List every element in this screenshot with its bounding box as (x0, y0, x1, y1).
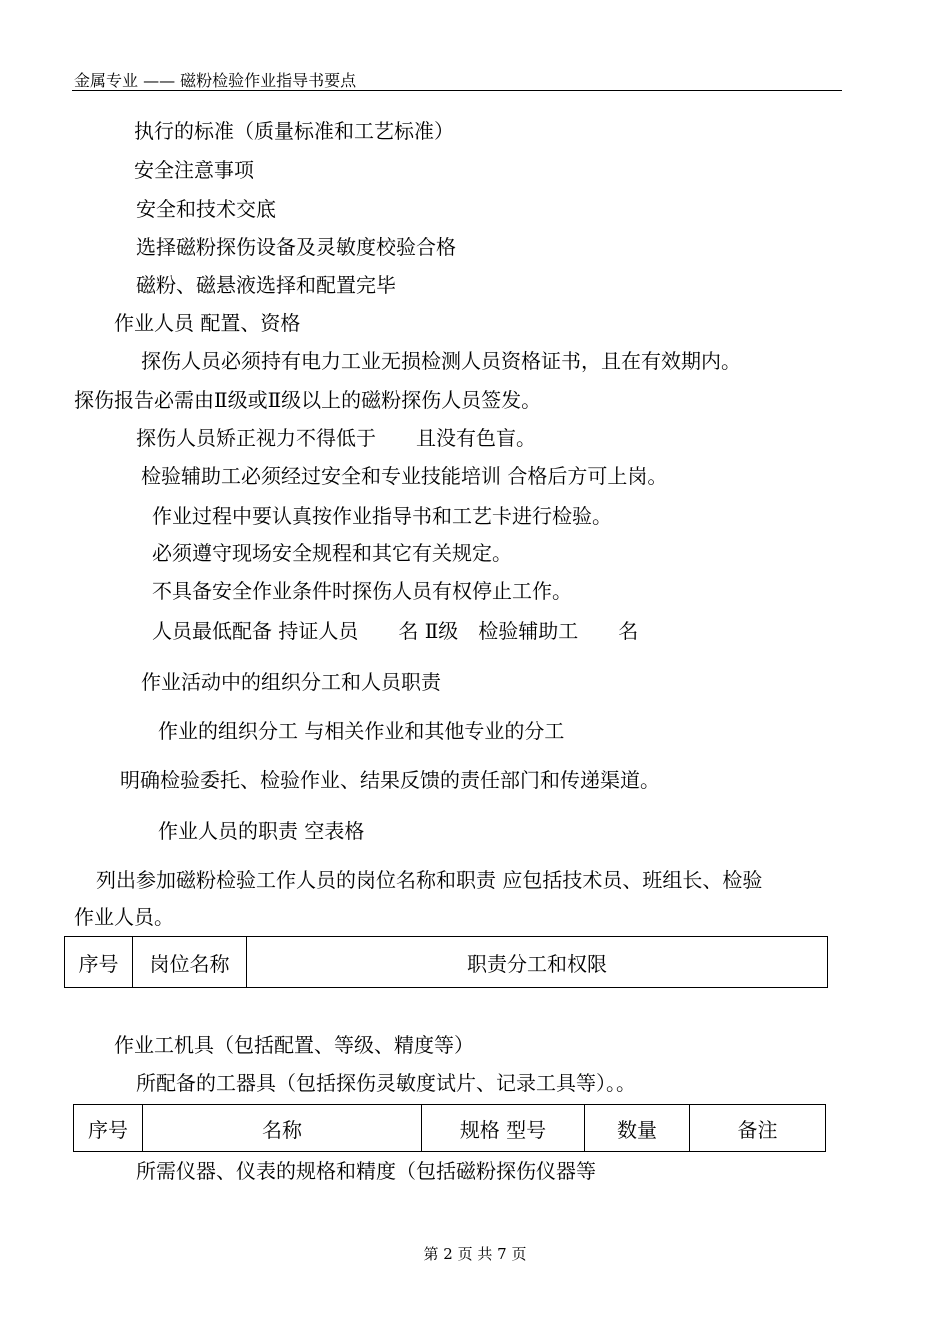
tools-table (73, 1104, 826, 1152)
text-line: 作业人员。 (74, 905, 174, 929)
text-line: 安全和技术交底 (136, 197, 276, 221)
table-header-cell: 序号 (65, 937, 133, 988)
section-heading: 作业工机具（包括配置、等级、精度等） (114, 1033, 474, 1057)
table-header-cell: 规格 型号 (422, 1105, 585, 1152)
text-line: 必须遵守现场安全规程和其它有关规定。 (152, 541, 512, 565)
text-line: 磁粉、磁悬液选择和配置完毕 (136, 273, 396, 297)
duties-table (64, 936, 828, 988)
text-line: 所需仪器、仪表的规格和精度（包括磁粉探伤仪器等 (136, 1159, 596, 1183)
section-heading: 作业活动中的组织分工和人员职责 (141, 670, 441, 694)
section-heading: 作业的组织分工 与相关作业和其他专业的分工 (158, 719, 565, 743)
header-rule (72, 90, 842, 91)
table-header-cell: 数量 (585, 1105, 690, 1152)
page-footer: 第 2 页 共 7 页 (423, 1245, 527, 1263)
text-line: 作业人员 配置、资格 (114, 311, 301, 335)
text-line: 探伤人员矫正视力不得低于 且没有色盲。 (136, 426, 536, 450)
table-header-cell: 职责分工和权限 (247, 937, 828, 988)
text-line: 作业过程中要认真按作业指导书和工艺卡进行检验。 (152, 504, 612, 528)
text-line: 所配备的工器具（包括探伤灵敏度试片、记录工具等）。。 (136, 1071, 636, 1095)
table-header-cell: 岗位名称 (133, 937, 247, 988)
table-header-cell: 序号 (74, 1105, 143, 1152)
text-line: 人员最低配备 持证人员 名 Ⅱ级 检验辅助工 名 (152, 619, 639, 643)
text-line: 检验辅助工必须经过安全和专业技能培训 合格后方可上岗。 (141, 464, 668, 488)
text-line: 安全注意事项 (134, 158, 254, 182)
header-title: 金属专业 —— 磁粉检验作业指导书要点 (74, 71, 357, 90)
text-line: 执行的标准（质量标准和工艺标准） (134, 119, 454, 143)
text-line: 不具备安全作业条件时探伤人员有权停止工作。 (152, 579, 572, 603)
text-line: 列出参加磁粉检验工作人员的岗位名称和职责 应包括技术员、班组长、检验 (96, 868, 763, 892)
table-header-row (65, 937, 828, 988)
text-line: 探伤人员必须持有电力工业无损检测人员资格证书，且在有效期内。 (141, 349, 741, 373)
text-line: 选择磁粉探伤设备及灵敏度校验合格 (136, 235, 456, 259)
text-line: 探伤报告必需由Ⅱ级或Ⅱ级以上的磁粉探伤人员签发。 (74, 388, 542, 412)
table-header-cell: 备注 (690, 1105, 826, 1152)
table-header-row (74, 1105, 826, 1152)
table-header-cell: 名称 (143, 1105, 422, 1152)
text-line: 明确检验委托、检验作业、结果反馈的责任部门和传递渠道。 (120, 768, 660, 792)
section-heading: 作业人员的职责 空表格 (158, 819, 365, 843)
